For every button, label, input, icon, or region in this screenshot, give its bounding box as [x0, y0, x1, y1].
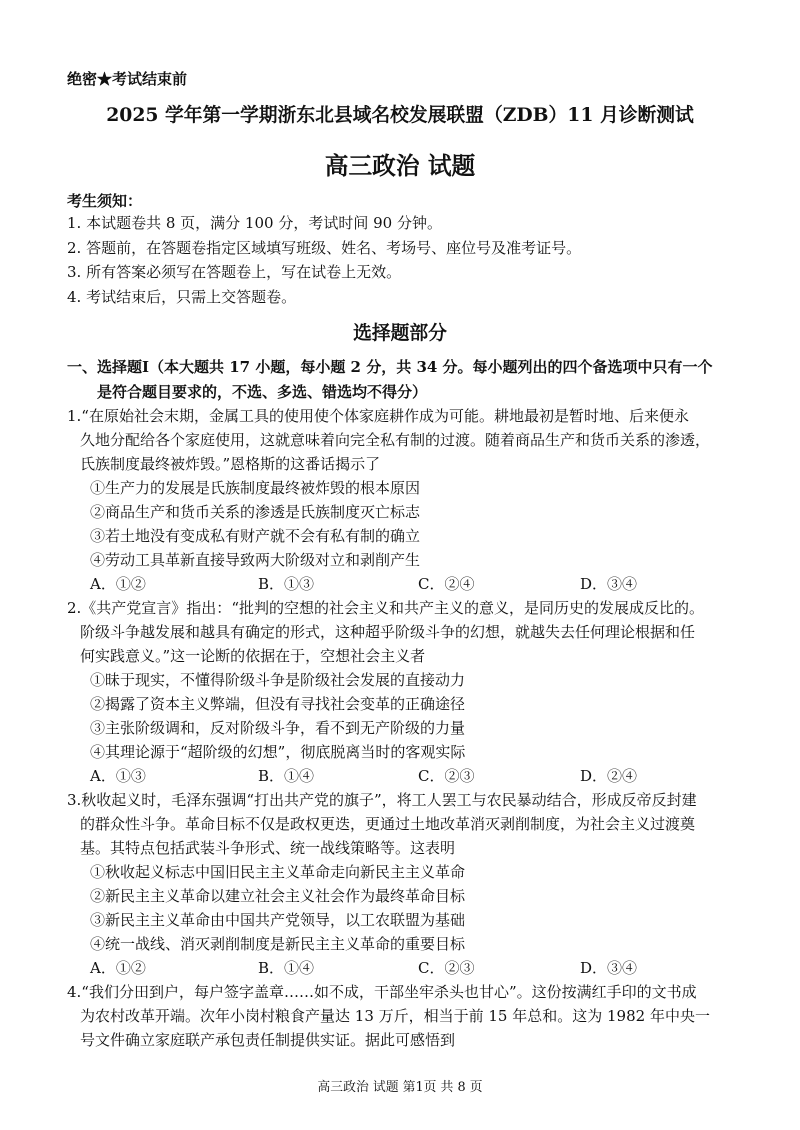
notice-heading: 考生须知： [67, 192, 143, 210]
question-3-statement: ①秋收起义标志中国旧民主主义革命走向新民主主义革命 [90, 863, 466, 881]
question-1-statement: ②商品生产和货币关系的渗透是氏族制度灭亡标志 [90, 503, 421, 521]
question-3-choice-c: C．②③ [418, 959, 475, 977]
question-2-statement: ④其理论源于“超阶级的幻想”，彻底脱离当时的客观实际 [90, 743, 466, 761]
question-3-statement: ②新民主主义革命以建立社会主义社会作为最终革命目标 [90, 887, 466, 905]
exam-title: 2025 学年第一学期浙东北县域名校发展联盟（ZDB）11 月诊断测试 [106, 104, 694, 126]
notice-item: 3. 所有答案必须写在答题卷上，写在试卷上无效。 [67, 263, 402, 281]
question-2-text: 何实践意义。”这一论断的依据在于，空想社会主义者 [80, 647, 426, 665]
question-1-statement: ③若土地没有变成私有财产就不会有私有制的确立 [90, 527, 421, 545]
question-4-text: 为农村改革开端。次年小岗村粮食产量达 13 万斤，相当于前 15 年总和。这为 1982 年中央一 [80, 1007, 710, 1025]
question-2-choice-c: C．②③ [418, 767, 475, 785]
question-1-choice-a: A．①② [90, 575, 146, 593]
question-3-text: 的群众性斗争。革命目标不仅是政权更迭，更通过土地改革消灭剥削制度，为社会主义过渡奠 [80, 815, 696, 833]
question-3-text: 3.秋收起义时，毛泽东强调“打出共产党的旗子”，将工人罢工与农民暴动结合，形成反帝反封建 [67, 791, 697, 809]
question-4-text: 号文件确立家庭联产承包责任制提供实证。据此可感悟到 [80, 1031, 456, 1049]
notice-item: 4. 考试结束后，只需上交答题卷。 [67, 288, 297, 306]
question-2-text: 2.《共产党宣言》指出：“批判的空想的社会主义和共产主义的意义，是同历史的发展成反比的。 [67, 599, 704, 617]
notice-item: 2. 答题前，在答题卷指定区域填写班级、姓名、考场号、座位号及准考证号。 [67, 239, 582, 257]
question-3-choice-d: D．③④ [580, 959, 638, 977]
part-heading-cont: 是符合题目要求的，不选、多选、错选均不得分） [97, 383, 428, 401]
question-3-statement: ④统一战线、消灭剥削制度是新民主主义革命的重要目标 [90, 935, 466, 953]
question-2-text: 阶级斗争越发展和越具有确定的形式，这种超乎阶级斗争的幻想，就越失去任何理论根据和任 [80, 623, 696, 641]
question-2-choice-d: D．②④ [580, 767, 638, 785]
question-4-text: 4.“我们分田到户，每户签字盖章……如不成，干部坐牢杀头也甘心”。这份按满红手印的文书成 [67, 983, 697, 1001]
question-1-statement: ①生产力的发展是氏族制度最终被炸毁的根本原因 [90, 479, 421, 497]
question-3-text: 基。其特点包括武装斗争形式、统一战线策略等。这表明 [80, 839, 456, 857]
question-1-text: 久地分配给各个家庭使用，这就意味着向完全私有制的过渡。随着商品生产和货币关系的渗透， [80, 431, 711, 449]
question-2-statement: ③主张阶级调和，反对阶级斗争，看不到无产阶级的力量 [90, 719, 466, 737]
question-1-text: 氏族制度最终被炸毁。”恩格斯的这番话揭示了 [80, 455, 381, 473]
question-1-statement: ④劳动工具革新直接导致两大阶级对立和剥削产生 [90, 551, 421, 569]
question-3-statement: ③新民主主义革命由中国共产党领导，以工农联盟为基础 [90, 911, 466, 929]
page-footer: 高三政治 试题 第1页 共 8 页 [317, 1080, 483, 1095]
notice-item: 1. 本试题卷共 8 页，满分 100 分，考试时间 90 分钟。 [67, 214, 442, 232]
secret-label: 绝密★考试结束前 [67, 70, 188, 88]
question-2-choice-a: A．①③ [90, 767, 146, 785]
section-title: 选择题部分 [353, 322, 447, 344]
question-3-choice-b: B．①④ [258, 959, 315, 977]
question-1-choice-b: B．①③ [258, 575, 315, 593]
part-heading: 一、选择题Ⅰ（本大题共 17 小题，每小题 2 分，共 34 分。每小题列出的四个备选项中只有一个 [67, 358, 713, 376]
question-1-choice-c: C．②④ [418, 575, 475, 593]
question-1-text: 1.“在原始社会末期，金属工具的使用使个体家庭耕作成为可能。耕地最初是暂时地、后来便永 [67, 407, 689, 425]
question-2-choice-b: B．①④ [258, 767, 315, 785]
subject-title: 高三政治 试题 [324, 151, 476, 180]
question-1-choice-d: D．③④ [580, 575, 638, 593]
question-2-statement: ①昧于现实，不懂得阶级斗争是阶级社会发展的直接动力 [90, 671, 466, 689]
question-2-statement: ②揭露了资本主义弊端，但没有寻找社会变革的正确途径 [90, 695, 466, 713]
question-3-choice-a: A．①② [90, 959, 146, 977]
